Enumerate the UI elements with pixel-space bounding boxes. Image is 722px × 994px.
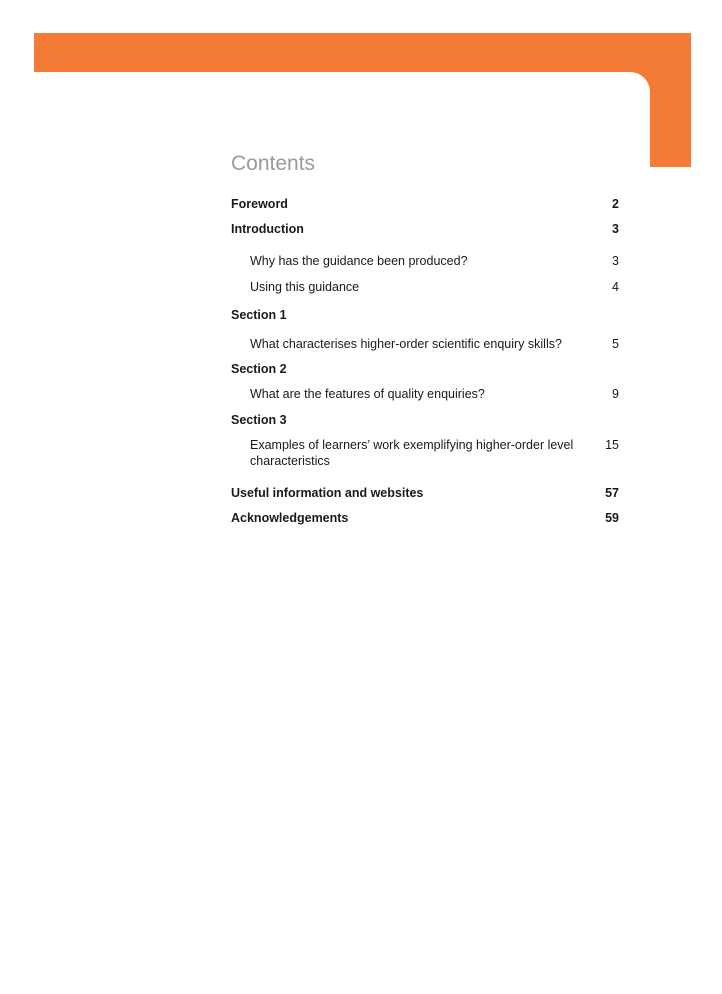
table-of-contents: [231, 0, 619, 526]
toc-entry-label: Useful information and websites: [231, 486, 424, 500]
toc-entry-page: 5: [612, 337, 619, 351]
orange-side-band: [650, 33, 691, 167]
toc-entry[interactable]: [231, 361, 619, 377]
toc-entry[interactable]: [250, 336, 619, 352]
orange-inner-corner: [630, 72, 650, 92]
toc-entry-page: 15: [605, 438, 619, 452]
toc-entry[interactable]: [250, 279, 619, 295]
page-title: Contents: [231, 152, 316, 175]
toc-entry-label: Acknowledgements: [231, 511, 349, 525]
toc-entry[interactable]: [231, 510, 619, 526]
toc-entry[interactable]: [250, 437, 619, 469]
toc-entry-page: 9: [612, 387, 619, 401]
toc-entry-label: Foreword: [231, 197, 288, 211]
toc-entry[interactable]: [231, 485, 619, 501]
toc-entry-page: 59: [605, 511, 619, 525]
toc-entry[interactable]: [231, 196, 619, 212]
toc-entry-label: Examples of learners’ work exemplifying higher-order level characteristics: [250, 438, 574, 468]
toc-entry-label: Section 1: [231, 308, 287, 322]
toc-entry[interactable]: [250, 253, 619, 269]
toc-entry[interactable]: [231, 307, 619, 323]
toc-entry[interactable]: [231, 221, 619, 237]
toc-entry-label: Section 2: [231, 362, 287, 376]
toc-entry-label: Using this guidance: [250, 280, 360, 294]
toc-entry-page: 57: [605, 486, 619, 500]
toc-entry-label: Why has the guidance been produced?: [250, 254, 468, 268]
toc-entry-page: 2: [612, 197, 619, 211]
toc-entry[interactable]: [231, 412, 619, 428]
toc-entry-page: 4: [612, 280, 619, 294]
toc-entry-label: What are the features of quality enquiries?: [250, 387, 485, 401]
toc-entry-label: Section 3: [231, 413, 287, 427]
toc-entry-label: Introduction: [231, 222, 304, 236]
toc-entry-page: 3: [612, 254, 619, 268]
toc-entry[interactable]: [250, 386, 619, 402]
toc-entry-label: What characterises higher-order scientific enquiry skills?: [250, 337, 562, 351]
toc-entry-page: 3: [612, 222, 619, 236]
